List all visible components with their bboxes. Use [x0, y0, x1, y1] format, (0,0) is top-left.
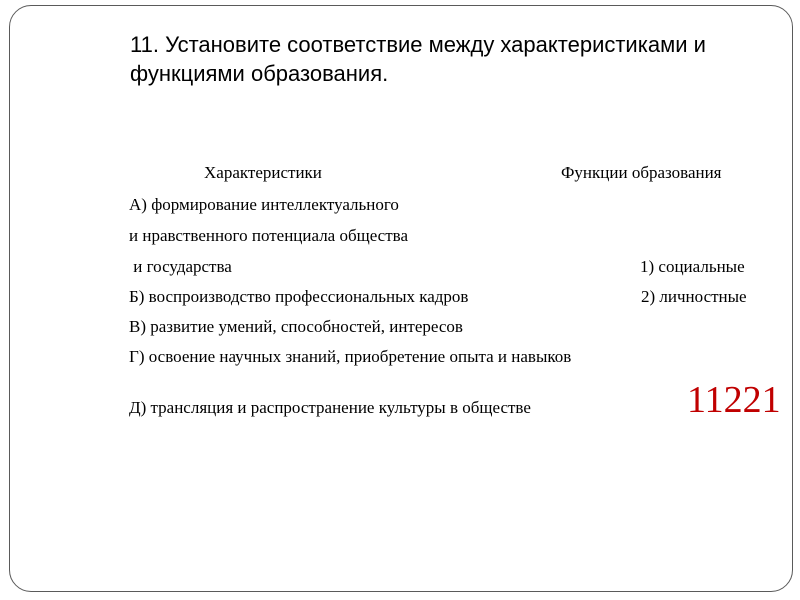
characteristic-a-line1: А) формирование интеллектуального [129, 195, 399, 214]
characteristic-v: В) развитие умений, способностей, интересов [129, 317, 463, 336]
characteristics-header: Характеристики [204, 163, 322, 182]
answer-code: 11221 [687, 379, 781, 421]
characteristic-g: Г) освоение научных знаний, приобретение опыта и навыков [129, 347, 572, 366]
function-social: 1) социальные [640, 257, 745, 276]
characteristic-d: Д) трансляция и распространение культуры в обществе [129, 398, 531, 417]
question-title: 11. Установите соответствие между характеристиками и функциями образования. [130, 32, 706, 86]
functions-header: Функции образования [561, 163, 722, 182]
characteristic-a-line3: и государства [129, 257, 232, 276]
characteristic-a-line2: и нравственного потенциала общества [129, 226, 409, 245]
function-personal: 2) личностные [641, 287, 747, 306]
characteristic-b: Б) воспроизводство профессиональных кадров [129, 287, 469, 306]
